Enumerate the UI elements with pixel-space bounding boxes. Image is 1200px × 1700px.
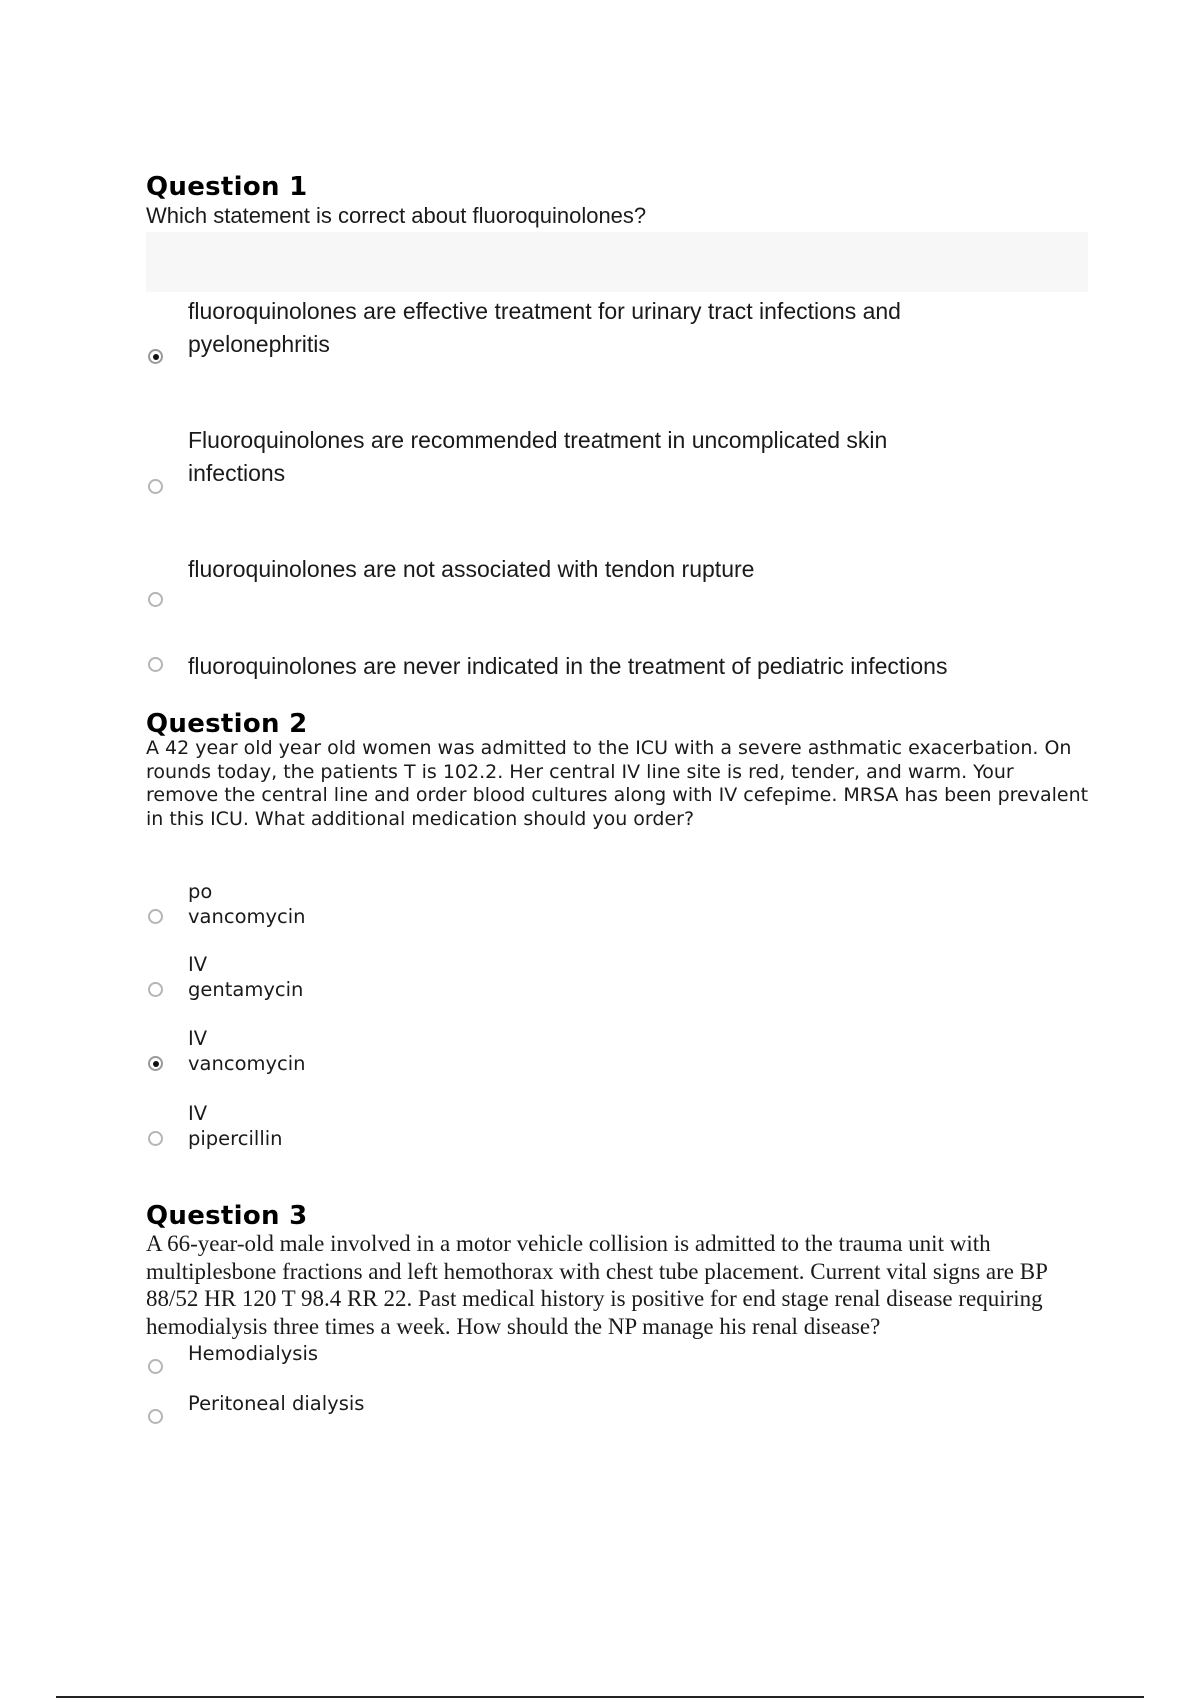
question-1-option-4-radio[interactable] xyxy=(148,657,163,672)
question-1-option-1-radio[interactable] xyxy=(148,349,163,364)
question-1-option-1-label[interactable]: fluoroquinolones are effective treatment for urinary tract infections and pyelonephritis xyxy=(188,298,901,357)
question-2-option-1-route: po xyxy=(188,880,213,903)
question-1-option-4-label[interactable]: fluoroquinolones are never indicated in the treatment of pediatric infections xyxy=(188,653,948,679)
question-2-option-3-drug: vancomycin xyxy=(188,1051,306,1075)
question-2-option-3-route: IV xyxy=(188,1027,208,1050)
question-2-option-3-radio[interactable] xyxy=(148,1056,163,1071)
question-2-prompt: A 42 year old year old women was admitted to the ICU with a severe asthmatic exacerbation. On rounds today, the patients T is 102.2. Her central IV line site is red, tender, and warm. Your remove the central line and order blood cultures along with IV cefepime. MRSA has been prevalent in this ICU. What additional medication should you order? xyxy=(146,737,1089,830)
question-3-option-1-label[interactable]: Hemodialysis xyxy=(188,1342,319,1365)
page-bottom-rule xyxy=(56,1696,1144,1698)
question-1-title: Question 1 xyxy=(146,172,308,202)
question-3-option-1-radio[interactable] xyxy=(148,1359,163,1374)
question-1-option-2-radio[interactable] xyxy=(148,479,163,494)
question-2-option-4-drug: pipercillin xyxy=(188,1126,283,1150)
question-2-option-4-route: IV xyxy=(188,1102,208,1125)
question-3-option-2-label[interactable]: Peritoneal dialysis xyxy=(188,1392,365,1415)
question-2-option-2-drug: gentamycin xyxy=(188,977,304,1001)
question-2-option-2-route: IV xyxy=(188,953,208,976)
question-3-title: Question 3 xyxy=(146,1201,308,1231)
question-2-option-2-label[interactable] xyxy=(188,953,588,1002)
question-2-title: Question 2 xyxy=(146,709,308,739)
question-2-option-4-label[interactable] xyxy=(188,1102,588,1151)
question-3-option-2-radio[interactable] xyxy=(148,1409,163,1424)
question-1-answer-area xyxy=(146,232,1088,292)
question-1-option-3-label[interactable]: fluoroquinolones are not associated with tendon rupture xyxy=(188,556,755,582)
question-2-option-1-drug: vancomycin xyxy=(188,904,306,928)
question-3-prompt: A 66-year-old male involved in a motor vehicle collision is admitted to the trauma unit with multiplesbone fractions and left hemothorax with chest tube placement. Current vital signs are BP 88/52 HR 120 T 98.4 RR 22. Past medical history is positive for end stage renal disease requiring hemodialysis three times a week. How should the NP manage his renal disease? xyxy=(146,1231,1048,1339)
question-2-option-1-radio[interactable] xyxy=(148,909,163,924)
question-1-prompt: Which statement is correct about fluoroquinolones? xyxy=(146,203,647,228)
question-2-option-4-radio[interactable] xyxy=(148,1131,163,1146)
question-1-option-3-radio[interactable] xyxy=(148,592,163,607)
question-2-option-2-radio[interactable] xyxy=(148,982,163,997)
question-2-option-3-label[interactable] xyxy=(188,1027,588,1076)
question-2-option-1-label[interactable] xyxy=(188,880,588,929)
question-1-option-2-label[interactable]: Fluoroquinolones are recommended treatment in uncomplicated skin infections xyxy=(188,427,888,486)
